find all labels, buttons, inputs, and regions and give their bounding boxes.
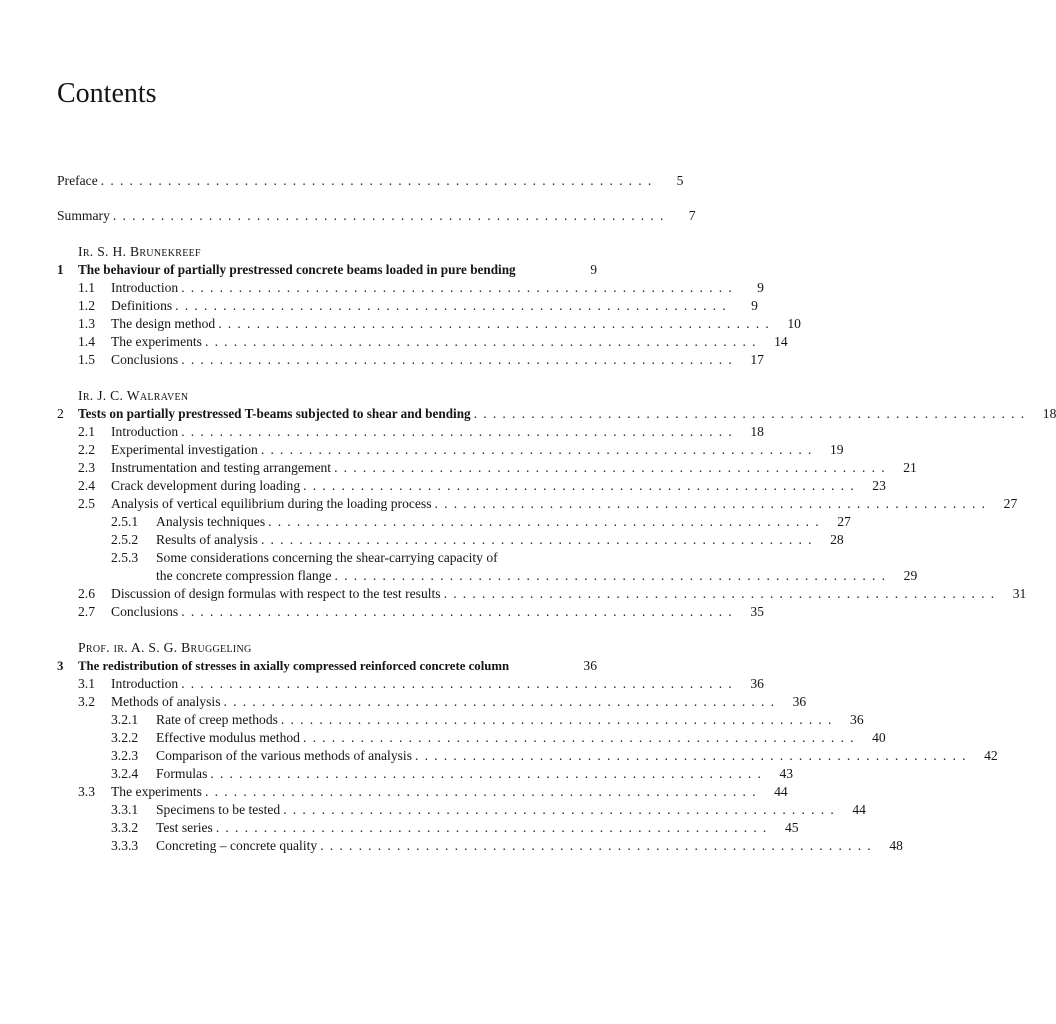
dot-leader: .......................................................... — [223, 694, 781, 709]
toc-chapter-2[interactable] — [57, 405, 1056, 423]
toc-entry-preface[interactable] — [57, 172, 684, 190]
toc-number: 1.5 — [78, 352, 95, 367]
toc-number: 3.3.3 — [111, 838, 139, 853]
dot-leader: .......................................................... — [260, 532, 818, 547]
dot-leader: .......................................................... — [181, 352, 738, 367]
dot-leader: .......................................................... — [181, 604, 738, 619]
toc-label: Conclusions — [111, 604, 179, 619]
dot-leader: .......................................................... — [218, 316, 775, 331]
toc-subentry[interactable] — [111, 747, 998, 765]
toc-chapter-3[interactable] — [57, 657, 597, 675]
toc-entry[interactable] — [78, 693, 807, 711]
toc-page: 28 — [830, 532, 844, 547]
toc-number: 2.7 — [78, 604, 95, 619]
toc-number: 2 — [57, 406, 64, 421]
dot-leader: .......................................................... — [443, 586, 1001, 601]
toc-entry[interactable] — [78, 603, 764, 621]
toc-number: 1.2 — [78, 298, 95, 313]
toc-page: 44 — [774, 784, 788, 799]
toc-page: 9 — [590, 262, 597, 277]
toc-entry[interactable] — [78, 495, 1018, 513]
author-name: Ir. S. H. Brunekreef — [78, 244, 201, 259]
dot-leader: .......................................................... — [181, 676, 738, 691]
toc-number: 2.3 — [78, 460, 95, 475]
toc-page: 43 — [779, 766, 794, 781]
toc-entry[interactable] — [78, 585, 1027, 603]
dot-leader: .......................................................... — [434, 496, 992, 511]
toc-page: 36 — [792, 694, 807, 709]
dot-leader: .......................................................... — [303, 478, 860, 493]
toc-number: 1.3 — [78, 316, 95, 331]
toc-page: 9 — [757, 280, 764, 295]
toc-label: Specimens to be tested — [156, 802, 281, 817]
toc-label: the concrete compression flange — [156, 568, 332, 583]
toc-subentry[interactable] — [111, 837, 903, 855]
toc-number: 2.4 — [78, 478, 95, 493]
toc-number: 2.5.3 — [111, 550, 139, 565]
toc-page: 48 — [889, 838, 903, 853]
dot-leader: .......................................................... — [320, 838, 877, 853]
dot-leader: .......................................................... — [100, 173, 658, 188]
dot-leader: .......................................................... — [283, 802, 840, 817]
toc-entry[interactable] — [78, 333, 788, 351]
toc-entry[interactable] — [78, 441, 844, 459]
toc-page: 40 — [872, 730, 886, 745]
toc-page: 10 — [787, 316, 801, 331]
toc-number: 1.1 — [78, 280, 95, 295]
toc-label: Introduction — [111, 676, 179, 691]
toc-number: 2.6 — [78, 586, 95, 601]
toc-page: 42 — [984, 748, 998, 763]
toc-entry[interactable] — [78, 423, 764, 441]
toc-subentry[interactable] — [111, 711, 864, 729]
dot-leader: .......................................................... — [112, 208, 670, 223]
toc-entry[interactable] — [78, 279, 764, 297]
dot-leader: .......................................................... — [204, 334, 762, 349]
toc-number: 3.2 — [78, 694, 95, 709]
toc-number: 2.5.1 — [111, 514, 139, 529]
toc-page: 36 — [850, 712, 864, 727]
toc-page: 18 — [1042, 406, 1056, 421]
toc-subentry[interactable] — [111, 549, 597, 567]
toc-page: 7 — [688, 208, 696, 223]
toc-page: 44 — [852, 802, 866, 817]
toc-label: Some considerations concerning the shear-carrying capacity of — [156, 550, 498, 565]
dot-leader: .......................................................... — [473, 406, 1031, 421]
toc-page: 36 — [583, 658, 597, 673]
toc-page: 27 — [1003, 496, 1018, 511]
toc-number: 2.5 — [78, 496, 95, 511]
toc-page: 31 — [1012, 586, 1027, 601]
dot-leader: .......................................................... — [181, 280, 738, 295]
toc-number: 2.2 — [78, 442, 95, 457]
toc-page: 14 — [774, 334, 788, 349]
toc-label: Rate of creep methods — [156, 712, 278, 727]
toc-label: Comparison of the various methods of analysis — [156, 748, 412, 763]
toc-number: 3 — [57, 659, 64, 673]
toc-label: Conclusions — [111, 352, 179, 367]
toc-label: Tests on partially prestressed T-beams subjected to shear and bending — [78, 406, 471, 421]
toc-entry[interactable] — [78, 315, 801, 333]
toc-label: Analysis techniques — [156, 514, 266, 529]
toc-label: Formulas — [156, 766, 208, 781]
toc-label: Instrumentation and testing arrangement — [111, 460, 332, 475]
toc-page: 23 — [872, 478, 886, 493]
toc-label: Summary — [57, 208, 110, 223]
toc-label: The redistribution of stresses in axially compressed reinforced concrete column — [78, 659, 510, 673]
dot-leader: .......................................................... — [334, 460, 891, 475]
toc-label: The design method — [111, 316, 216, 331]
toc-chapter-1[interactable] — [57, 261, 597, 279]
toc-subentry-continued[interactable] — [111, 567, 918, 585]
toc-subentry[interactable] — [111, 765, 794, 783]
toc-page: 9 — [751, 298, 758, 313]
dot-leader: .......................................................... — [260, 442, 818, 457]
toc-subentry[interactable] — [111, 801, 866, 819]
toc-label: Concreting – concrete quality — [156, 838, 318, 853]
toc-number: 1 — [57, 262, 64, 277]
author-name: Ir. J. C. Walraven — [78, 388, 189, 403]
toc-page: 35 — [750, 604, 764, 619]
toc-page: 18 — [750, 424, 764, 439]
toc-label: The behaviour of partially prestressed concrete beams loaded in pure bending — [78, 262, 516, 277]
toc-subentry[interactable] — [111, 819, 799, 837]
dot-leader: .......................................................... — [175, 298, 732, 313]
toc-entry[interactable] — [78, 297, 758, 315]
toc-number: 3.2.4 — [111, 766, 139, 781]
toc-label: Test series — [156, 820, 213, 835]
dot-leader: .......................................................... — [215, 820, 773, 835]
toc-number: 3.3 — [78, 784, 95, 799]
toc-label: Analysis of vertical equilibrium during the loading process — [111, 496, 432, 511]
toc-subentry[interactable] — [111, 531, 844, 549]
toc-entry[interactable] — [78, 477, 886, 495]
dot-leader: .......................................................... — [181, 424, 738, 439]
toc-subentry[interactable] — [111, 513, 851, 531]
toc-page: 19 — [829, 442, 844, 457]
toc-label: The experiments — [111, 784, 202, 799]
toc-subentry[interactable] — [111, 729, 886, 747]
toc-label: Introduction — [111, 280, 179, 295]
toc-number: 3.2.1 — [111, 712, 139, 727]
toc-entry[interactable] — [78, 675, 764, 693]
toc-page: 27 — [837, 514, 851, 529]
toc-label: Crack development during loading — [111, 478, 301, 493]
toc-page: 5 — [676, 173, 684, 188]
toc-entry-summary[interactable] — [57, 207, 696, 225]
dot-leader: .......................................................... — [210, 766, 768, 781]
toc-label: Experimental investigation — [111, 442, 258, 457]
toc-number: 2.5.2 — [111, 532, 139, 547]
toc-page: 29 — [903, 568, 918, 583]
toc-page: 17 — [750, 352, 764, 367]
dot-leader: .......................................................... — [204, 784, 762, 799]
toc-label: The experiments — [111, 334, 202, 349]
toc-page: 36 — [750, 676, 764, 691]
toc-number: 3.1 — [78, 676, 95, 691]
dot-leader: .......................................................... — [280, 712, 838, 727]
dot-leader: .......................................................... — [334, 568, 892, 583]
toc-number: 3.3.1 — [111, 802, 139, 817]
toc-entry[interactable] — [78, 783, 788, 801]
toc-label: Effective modulus method — [156, 730, 300, 745]
toc-number: 2.1 — [78, 424, 95, 439]
author-name: Prof. ir. A. S. G. Bruggeling — [78, 640, 252, 655]
toc-label: Definitions — [111, 298, 173, 313]
toc-label: Introduction — [111, 424, 179, 439]
toc-label: Methods of analysis — [111, 694, 221, 709]
page-title: Contents — [57, 78, 157, 109]
toc-entry[interactable] — [78, 459, 917, 477]
dot-leader: .......................................................... — [414, 748, 972, 763]
toc-label: Results of analysis — [156, 532, 258, 547]
toc-number: 3.3.2 — [111, 820, 139, 835]
toc-page: 21 — [903, 460, 917, 475]
toc-label: Preface — [57, 173, 98, 188]
dot-leader: .......................................................... — [302, 730, 860, 745]
dot-leader: .......................................................... — [268, 514, 825, 529]
toc-label: Discussion of design formulas with respect to the test results — [111, 586, 441, 601]
toc-number: 3.2.2 — [111, 730, 139, 745]
toc-page: 45 — [784, 820, 799, 835]
toc-entry[interactable] — [78, 351, 764, 369]
toc-number: 3.2.3 — [111, 748, 139, 763]
toc-number: 1.4 — [78, 334, 95, 349]
